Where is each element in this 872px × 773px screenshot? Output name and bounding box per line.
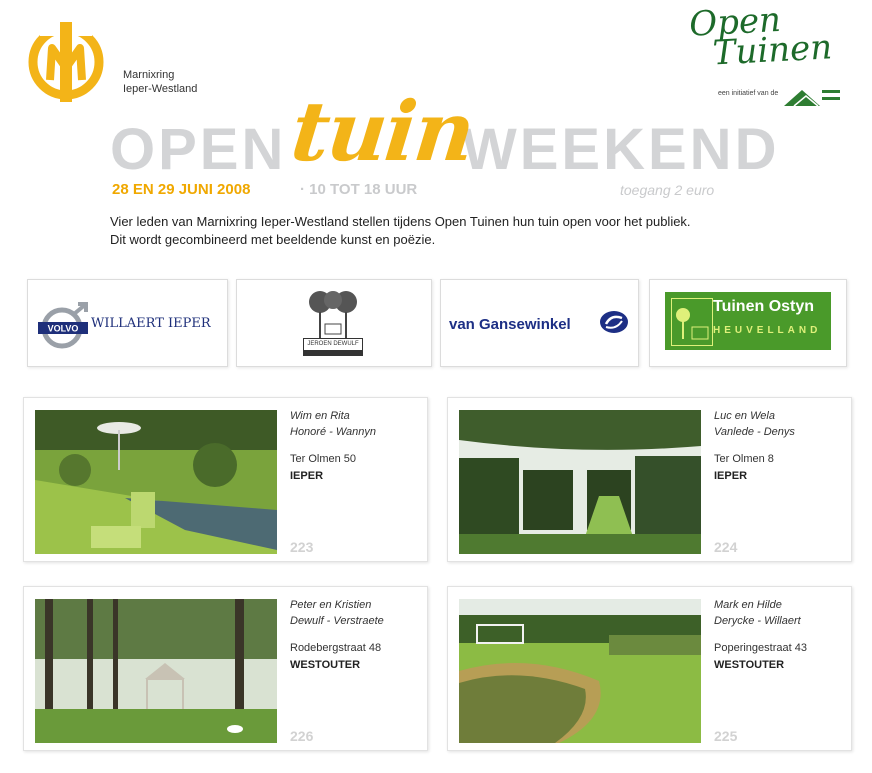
- owner-line1: Wim en Rita: [290, 410, 350, 422]
- headline-weekend: WEEKEND: [462, 117, 780, 182]
- trees-icon: [303, 288, 363, 340]
- intro-line1: Vier leden van Marnixring Ieper-Westland stellen tijdens Open Tuinen hun tuin open voor het publiek.: [110, 214, 691, 229]
- willaert-label: WILLAERT IEPER: [91, 316, 211, 331]
- garden-card: [23, 586, 428, 751]
- garden-photo: [35, 410, 277, 554]
- owner-line2: Vanlede - Denys: [714, 426, 795, 438]
- garden-street: Poperingestraat 43: [714, 642, 807, 654]
- garden-town: WESTOUTER: [714, 659, 785, 671]
- event-date: 28 EN 29 JUNI 2008: [112, 181, 251, 198]
- garden-owner: [290, 408, 376, 440]
- garden-card: [447, 397, 852, 562]
- garden-photo: [35, 599, 277, 743]
- owner-line1: Mark en Hilde: [714, 599, 782, 611]
- owner-line2: Honoré - Wannyn: [290, 426, 377, 438]
- ostyn-title: Tuinen Ostyn: [713, 298, 815, 315]
- club-name: [123, 68, 197, 96]
- ostyn-subtitle: HEUVELLAND: [713, 325, 822, 336]
- sponsor-dewulf: [236, 279, 432, 367]
- volvo-logo-icon: [38, 302, 90, 350]
- owner-line2: Derycke - Willaert: [714, 615, 801, 627]
- headline-open: OPEN: [110, 117, 287, 182]
- garden-number: 224: [714, 539, 738, 555]
- club-name-line1: Marnixring: [123, 69, 175, 81]
- garden-card: [447, 586, 852, 751]
- garden-card: [23, 397, 428, 562]
- tree-icon: [672, 299, 712, 345]
- partner-leaf-icon: [782, 86, 842, 110]
- open-tuinen-tagline: een initiatief van de: [718, 90, 779, 97]
- ostyn-tree-frame: [671, 298, 713, 346]
- marnixring-logo: [26, 22, 106, 102]
- ostyn-logo: [665, 292, 831, 350]
- garden-town: IEPER: [290, 470, 324, 482]
- open-tuinen-line2: Tuinen: [711, 27, 834, 74]
- sponsor-gansewinkel: [440, 279, 639, 367]
- sponsor-willaert: [27, 279, 228, 367]
- open-tuinen-line1: Open: [688, 0, 782, 45]
- garden-owner: [714, 408, 795, 440]
- intro-line2: Dit wordt gecombineerd met beeldende kunst en poëzie.: [110, 232, 436, 247]
- garden-street: Rodebergstraat 48: [290, 642, 382, 654]
- open-tuinen-logo: [688, 0, 834, 74]
- gansewinkel-label: van Gansewinkel: [449, 316, 571, 333]
- garden-street: Ter Olmen 8: [714, 453, 774, 465]
- club-name-line2: Ieper-Westland: [123, 83, 198, 95]
- gansewinkel-swoosh-icon: [599, 310, 629, 334]
- garden-street: Ter Olmen 50: [290, 453, 357, 465]
- sponsor-ostyn: [649, 279, 847, 367]
- garden-owner: [290, 597, 384, 629]
- garden-number: 226: [290, 728, 314, 744]
- entrance-fee: toegang 2 euro: [620, 182, 715, 198]
- dewulf-subbar: [303, 351, 363, 356]
- garden-owner: [714, 597, 801, 629]
- owner-line2: Dewulf - Verstraete: [290, 615, 384, 627]
- headline-tuin: tuin: [286, 84, 478, 180]
- garden-town: IEPER: [714, 470, 748, 482]
- event-hours: · 10 TOT 18 UUR: [300, 181, 418, 198]
- garden-photo: [459, 599, 701, 743]
- dewulf-label: JEROEN DEWULF: [303, 338, 363, 351]
- garden-photo: [459, 410, 701, 554]
- owner-line1: Peter en Kristien: [290, 599, 372, 611]
- garden-number: 225: [714, 728, 738, 744]
- owner-line1: Luc en Wela: [714, 410, 775, 422]
- intro-text: [110, 213, 830, 249]
- garden-number: 223: [290, 539, 314, 555]
- volvo-label: VOLVO: [47, 323, 79, 334]
- garden-town: WESTOUTER: [290, 659, 361, 671]
